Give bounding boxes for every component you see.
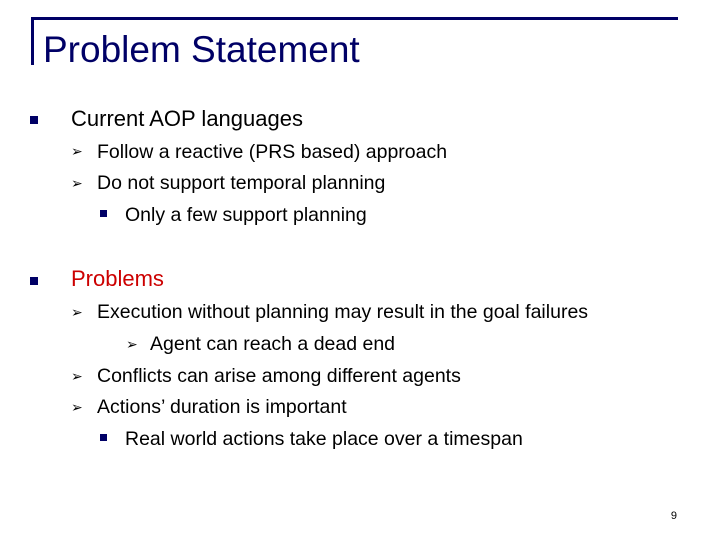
square-bullet-icon [30,116,38,124]
sub-sub-bullet-few-support-planning: Only a few support planning [125,204,367,226]
arrow-bullet-icon: ➢ [71,176,83,192]
arrow-bullet-icon: ➢ [126,337,138,353]
square-bullet-icon [100,434,107,441]
page-number: 9 [670,510,677,522]
slide-title: Problem Statement [43,29,360,70]
sub-sub-bullet-dead-end: Agent can reach a dead end [150,333,396,355]
sub-sub-bullet-real-world-actions: Real world actions take place over a timespan [125,428,523,450]
square-bullet-icon [30,277,38,285]
title-frame-top-rule [31,17,678,20]
bullet-current-aop-languages: Current AOP languages [71,106,303,131]
sub-bullet-reactive-approach: Follow a reactive (PRS based) approach [97,141,448,163]
square-bullet-icon [100,210,107,217]
sub-bullet-execution-without-planning: Execution without planning may result in the goal failures [97,301,589,323]
sub-bullet-conflicts: Conflicts can arise among different agents [97,365,461,387]
bullet-problems: Problems [71,266,164,291]
arrow-bullet-icon: ➢ [71,144,83,160]
arrow-bullet-icon: ➢ [71,400,83,416]
title-frame-left-rule [31,17,34,65]
sub-bullet-temporal-planning: Do not support temporal planning [97,172,386,194]
arrow-bullet-icon: ➢ [71,305,83,321]
arrow-bullet-icon: ➢ [71,369,83,385]
sub-bullet-actions-duration: Actions’ duration is important [97,396,347,418]
